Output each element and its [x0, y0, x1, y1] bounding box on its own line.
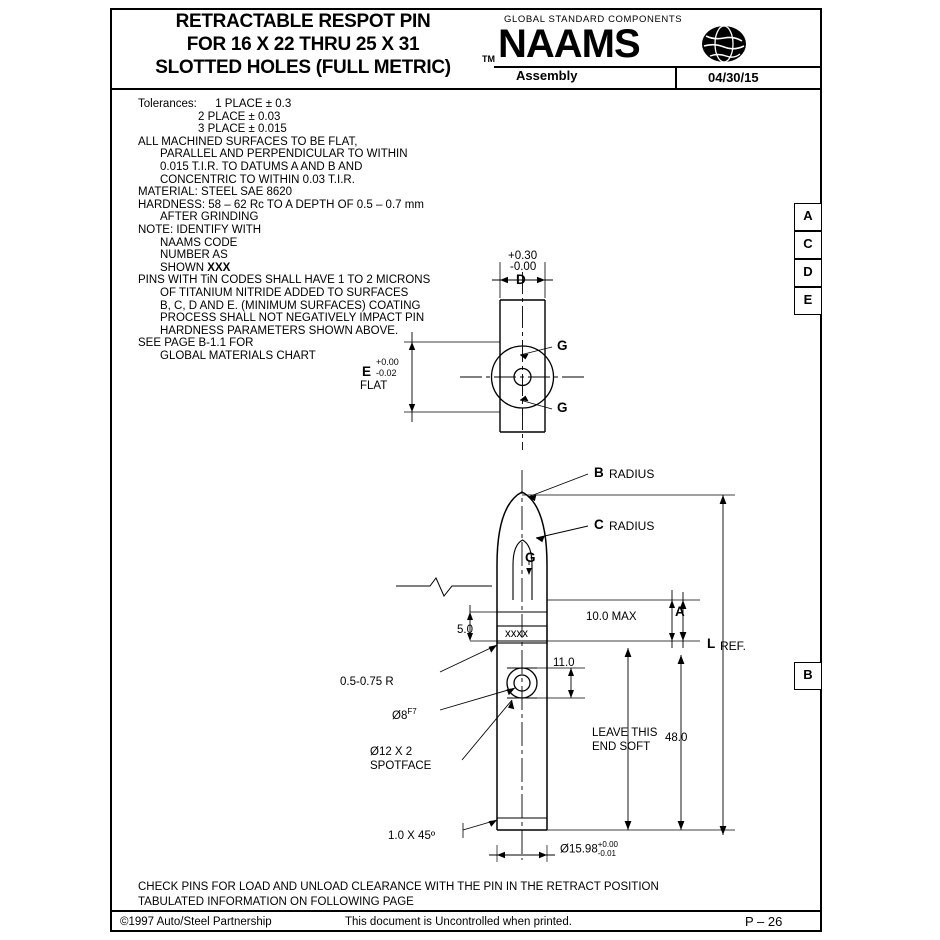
brand-name: NAAMS	[498, 22, 640, 66]
tolerance-3: 3 PLACE ± 0.015	[198, 123, 287, 136]
g-label-top: G	[557, 338, 568, 353]
dia-15-tolerance-plus: +0.00	[597, 840, 618, 849]
note-line-2: PARALLEL AND PERPENDICULAR TO WITHIN	[160, 148, 408, 161]
tin-note-4: PROCESS SHALL NOT NEGATIVELY IMPACT PIN	[160, 312, 425, 325]
dia-12-label: Ø12 X 2	[370, 746, 413, 758]
d-tolerance-minus: -0.00	[510, 261, 537, 273]
footer-note-2: TABULATED INFORMATION ON FOLLOWING PAGE	[138, 896, 414, 908]
identify-note-3: NUMBER AS	[160, 249, 228, 262]
identify-code: XXX	[207, 261, 231, 274]
dim-10-max: 10.0 MAX	[586, 611, 637, 623]
l-dimension-label: L	[707, 636, 716, 651]
b-radius-letter: B	[594, 465, 604, 480]
identify-note-2: NAAMS CODE	[160, 236, 238, 249]
note-line-1: ALL MACHINED SURFACES TO BE FLAT,	[138, 135, 358, 148]
dim-11-0: 11.0	[553, 657, 575, 669]
tolerance-2: 2 PLACE ± 0.03	[198, 110, 281, 123]
datum-tab-d[interactable]: D	[794, 259, 822, 287]
tolerance-1: 1 PLACE ± 0.3	[215, 98, 292, 110]
title-line-3: SLOTTED HOLES (FULL METRIC)	[155, 57, 451, 78]
note-line-4: CONCENTRIC TO WITHIN 0.03 T.I.R.	[160, 173, 355, 186]
c-radius-letter: C	[594, 517, 604, 532]
leave-soft-line-1: LEAVE THIS	[592, 727, 658, 739]
code-xxxx: xxxx	[505, 628, 528, 640]
tin-note-1: PINS WITH TiN CODES SHALL HAVE 1 TO 2 MICRONS	[138, 274, 431, 287]
dia-8-label: $Ø8^{F7}$	[392, 707, 417, 722]
a-dimension-label: A	[675, 604, 685, 619]
c-radius-label: RADIUS	[609, 519, 655, 533]
see-page-note: SEE PAGE B-1.1 FOR	[138, 337, 254, 350]
radius-note: 0.5-0.75 R	[340, 676, 394, 688]
tin-note-2: OF TITANIUM NITRIDE ADDED TO SURFACES	[160, 286, 409, 299]
dia-15-98-label: Ø15.98 +0.00 -0.01	[560, 840, 618, 858]
hardness-note-2: AFTER GRINDING	[160, 211, 259, 224]
brand-subtitle: Assembly	[516, 68, 578, 83]
dia-8-tolerance: F7	[407, 707, 417, 716]
materials-chart-note: GLOBAL MATERIALS CHART	[160, 349, 316, 362]
tin-note-5: HARDNESS PARAMETERS SHOWN ABOVE.	[160, 324, 399, 337]
flat-label: FLAT	[360, 380, 388, 392]
dim-48-0: 48.0	[665, 732, 688, 744]
tin-note-3: B, C, D AND E. (MINIMUM SURFACES) COATING	[160, 299, 421, 312]
identify-note: NOTE: IDENTIFY WITH	[138, 223, 262, 236]
l-ref-label: REF.	[720, 639, 747, 653]
b-radius-label: RADIUS	[609, 467, 655, 481]
tolerances-label: Tolerances:	[138, 98, 197, 110]
footer-copyright: ©1997 Auto/Steel Partnership	[120, 916, 272, 928]
leave-soft-line-2: END SOFT	[592, 741, 651, 753]
note-line-3: 0.015 T.I.R. TO DATUMS A AND B AND	[160, 160, 363, 173]
spotface-label: SPOTFACE	[370, 760, 432, 772]
identify-note-4: SHOWN	[160, 261, 208, 274]
e-dimension-label: E	[362, 364, 372, 379]
g-label-bottom: G	[557, 400, 568, 415]
brand-tagline: GLOBAL STANDARD COMPONENTS	[504, 14, 683, 25]
datum-tab-c[interactable]: C	[794, 231, 822, 259]
title-line-2: FOR 16 X 22 THRU 25 X 31	[186, 34, 420, 55]
footer-rule	[112, 910, 820, 912]
footer-note-1: CHECK PINS FOR LOAD AND UNLOAD CLEARANCE WITH THE PIN IN THE RETRACT POSITION	[138, 881, 659, 893]
chamfer-note: 1.0 X 45º	[388, 830, 436, 842]
datum-tab-b[interactable]: B	[794, 662, 822, 690]
footer-uncontrolled: This document is Uncontrolled when printed.	[345, 916, 572, 928]
e-tolerance-minus: -0.02	[376, 368, 397, 378]
datum-tab-a[interactable]: A	[794, 203, 822, 231]
footer-page-number: P – 26	[745, 914, 783, 929]
title-line-1: RETRACTABLE RESPOT PIN	[175, 11, 431, 32]
hardness-note: HARDNESS: 58 – 62 Rc TO A DEPTH OF 0.5 – 0.7 mm	[138, 198, 424, 211]
dim-5-0: 5.0	[457, 624, 473, 636]
d-dimension-label: D	[516, 272, 526, 287]
d-tolerance-plus: +0.30	[508, 250, 538, 262]
dia-15-tolerance-minus: -0.01	[597, 848, 616, 858]
datum-tab-e[interactable]: E	[794, 287, 822, 315]
trademark-mark: TM	[482, 54, 495, 64]
revision-date: 04/30/15	[708, 70, 759, 85]
g-label-side: G	[525, 550, 536, 565]
e-tolerance-plus: +0.00	[376, 357, 399, 367]
material-note: MATERIAL: STEEL SAE 8620	[138, 186, 293, 199]
